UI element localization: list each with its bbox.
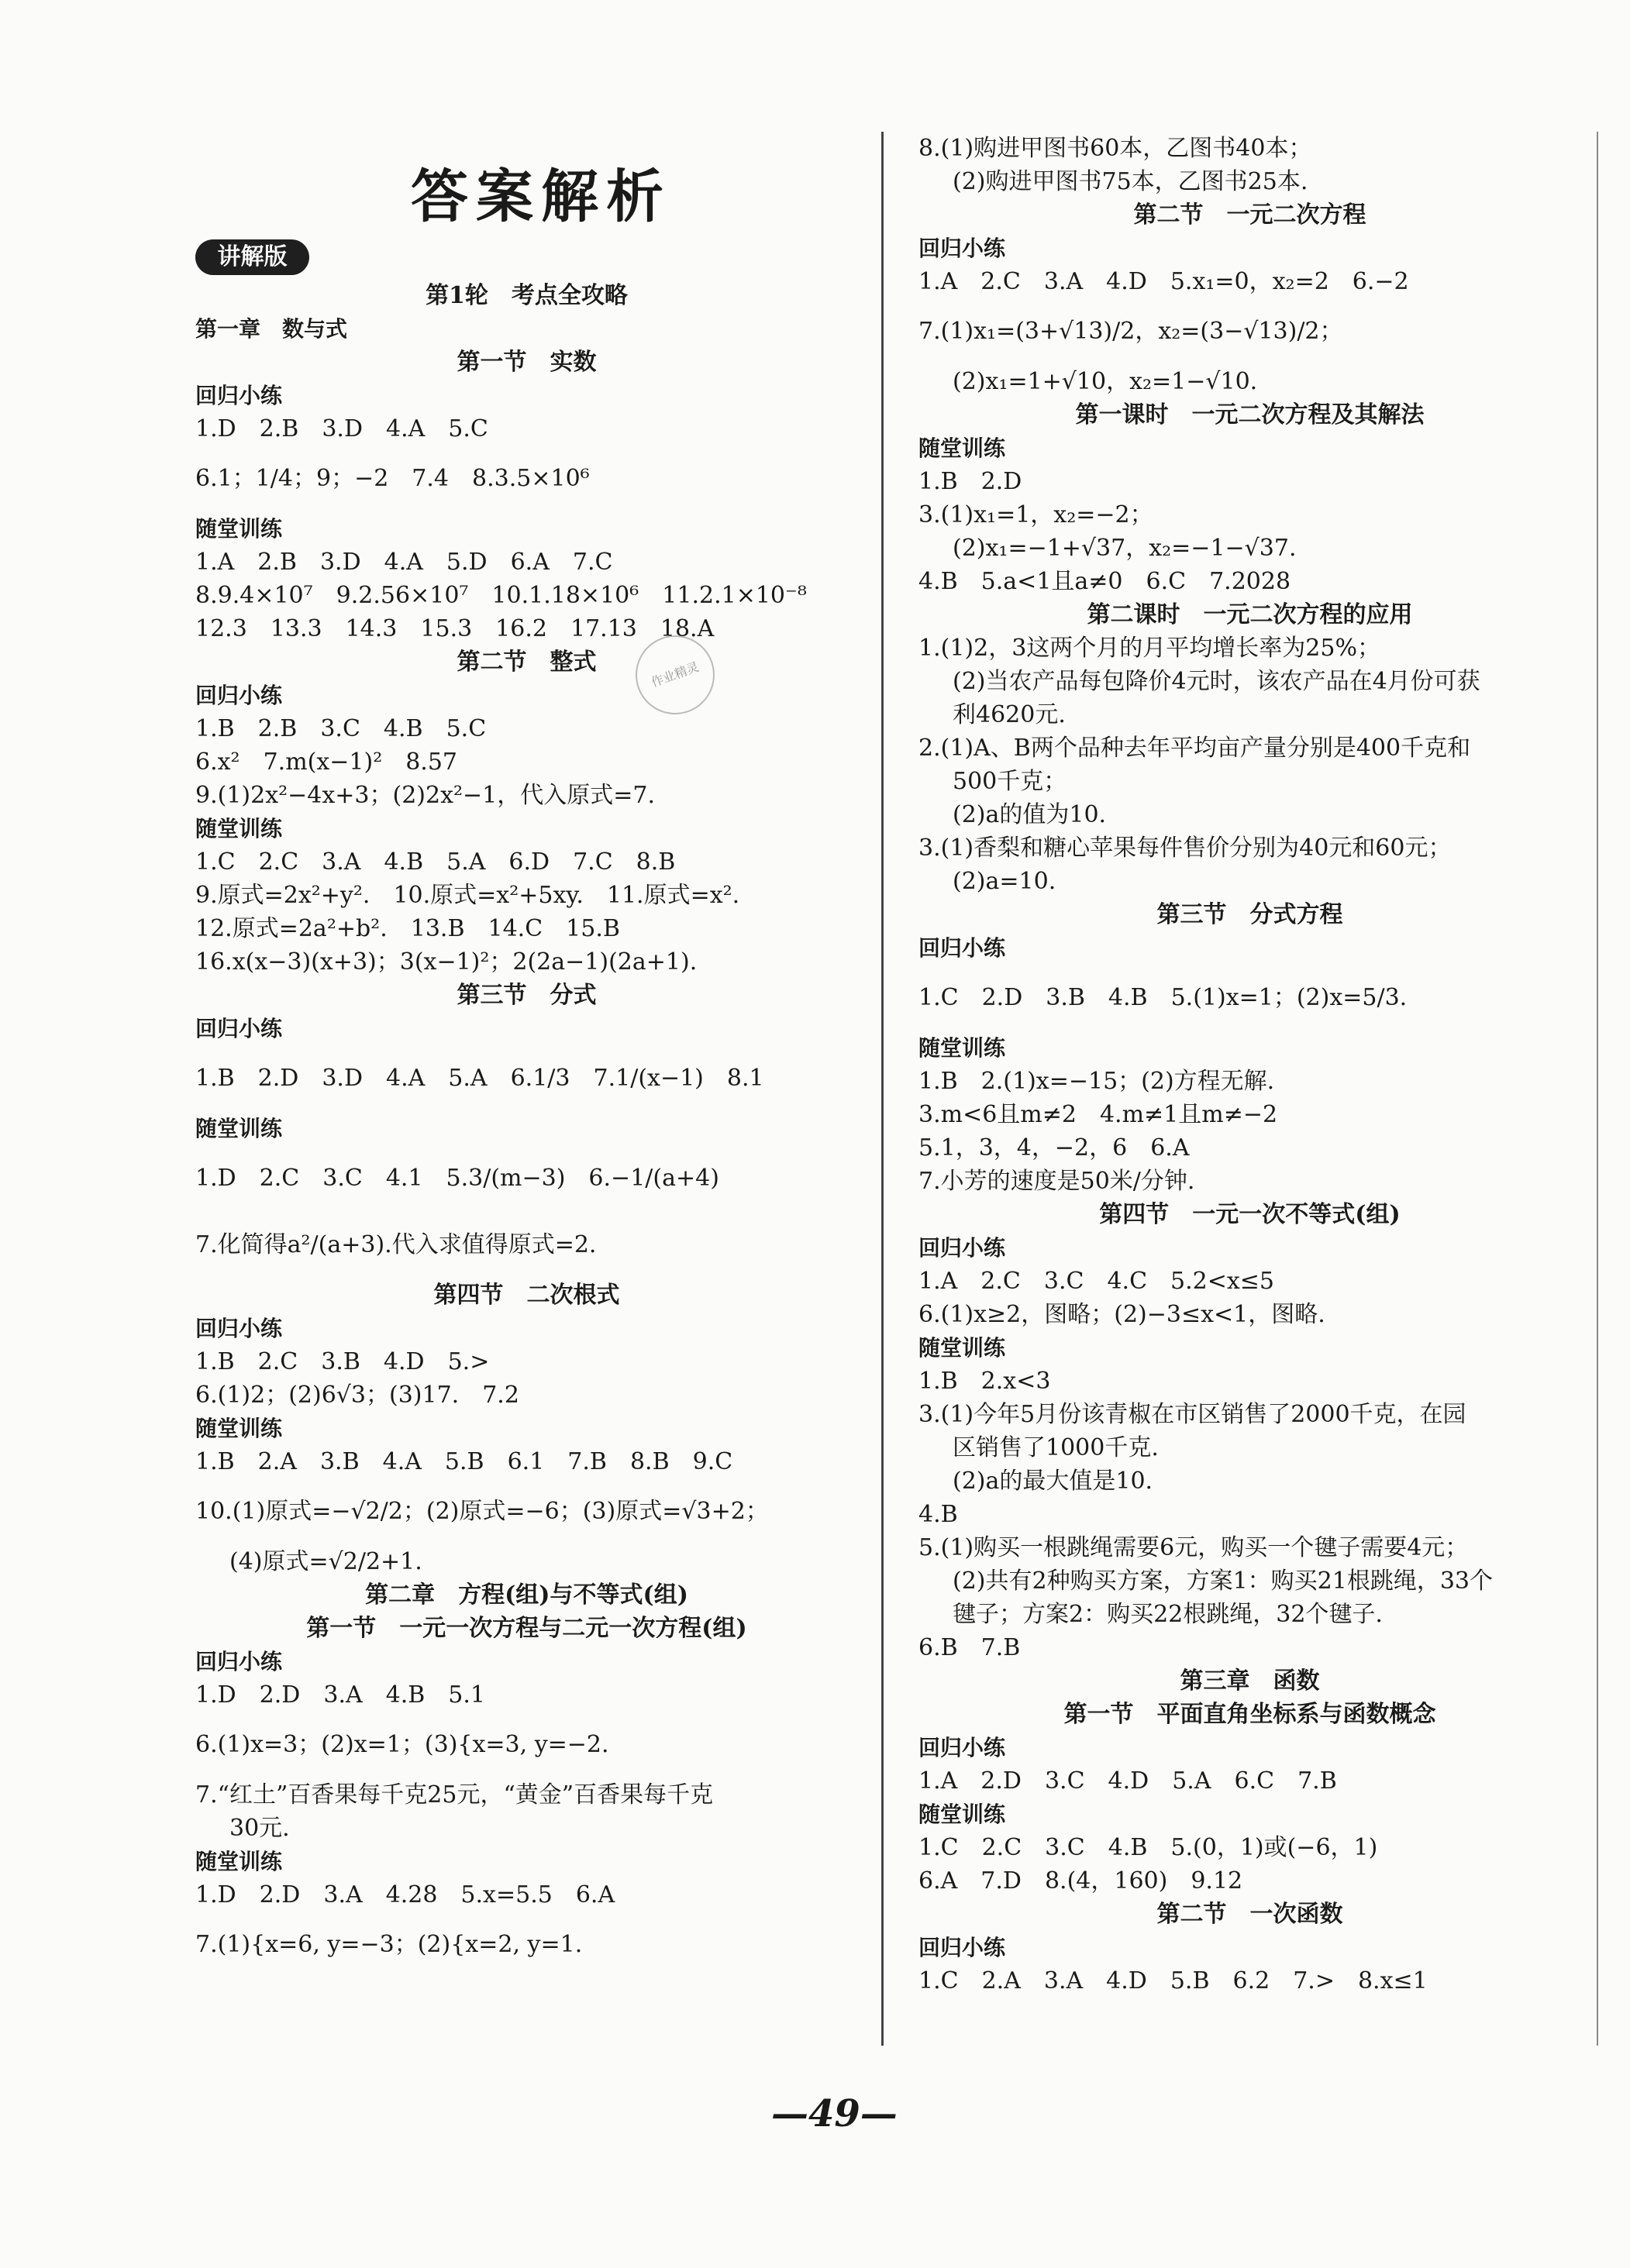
answer-line: 1.B 2.A 3.B 4.A 5.B 6.1 7.B 8.B 9.C bbox=[195, 1448, 733, 1475]
section-heading: 第一课时 一元二次方程及其解法 bbox=[1075, 401, 1425, 428]
page-title: 答案解析 bbox=[411, 163, 671, 230]
section-heading: 第三章 函数 bbox=[1180, 1667, 1320, 1695]
answer-line: 7.(1)x₁=(3+√13)/2，x₂=(3−√13)/2； bbox=[918, 318, 1343, 345]
answer-line: 1.B 2.B 3.C 4.B 5.C bbox=[195, 715, 487, 742]
subsection-label: 随堂训练 bbox=[918, 1335, 1006, 1361]
subsection-label: 随堂训练 bbox=[918, 435, 1006, 461]
section-heading: 第四节 一元一次不等式(组) bbox=[1099, 1201, 1401, 1228]
answer-line: 7.(1){x=6, y=−3；(2){x=2, y=1. bbox=[195, 1931, 583, 1958]
subsection-label: 回归小练 bbox=[918, 236, 1006, 261]
answer-line: 区销售了1000千克. bbox=[953, 1434, 1159, 1461]
answer-line: (2)购进甲图书75本，乙图书25本. bbox=[953, 168, 1308, 195]
section-heading: 第一节 平面直角坐标系与函数概念 bbox=[1063, 1701, 1436, 1728]
answer-line: 16.x(x−3)(x+3)；3(x−1)²；2(2a−1)(2a+1). bbox=[195, 948, 698, 976]
edition-badge: 讲解版 bbox=[195, 239, 309, 275]
answer-line: (2)a的值为10. bbox=[953, 801, 1107, 828]
subsection-label: 随堂训练 bbox=[195, 816, 283, 841]
answer-line: 毽子；方案2：购买22根跳绳，32个毽子. bbox=[953, 1601, 1383, 1628]
page-number: —49— bbox=[771, 2092, 898, 2135]
answer-line: 1.D 2.D 3.A 4.B 5.1 bbox=[195, 1681, 486, 1709]
answer-line: 5.1，3，4，−2，6 6.A bbox=[918, 1134, 1190, 1162]
answer-line: 4.B 5.a<1且a≠0 6.C 7.2028 bbox=[918, 568, 1291, 595]
answer-line: (2)当农产品每包降价4元时，该农产品在4月份可获 bbox=[953, 668, 1480, 695]
answer-line: 1.C 2.C 3.A 4.B 5.A 6.D 7.C 8.B bbox=[195, 848, 676, 876]
section-heading: 第一节 实数 bbox=[457, 349, 597, 376]
answer-line: 9.(1)2x²−4x+3；(2)2x²−1，代入原式=7. bbox=[195, 782, 656, 809]
section-heading: 第一节 一元一次方程与二元一次方程(组) bbox=[306, 1615, 747, 1642]
subsection-label: 回归小练 bbox=[918, 1935, 1006, 1960]
subsection-label: 回归小练 bbox=[918, 935, 1006, 961]
section-heading: 第三节 分式 bbox=[457, 982, 597, 1009]
answer-line: 1.A 2.C 3.C 4.C 5.2<x≤5 bbox=[918, 1268, 1275, 1295]
answer-line: 1.C 2.A 3.A 4.D 5.B 6.2 7.> 8.x≤1 bbox=[918, 1967, 1428, 1994]
answer-line: 8.(1)购进甲图书60本，乙图书40本； bbox=[918, 135, 1312, 162]
answer-line: 8.9.4×10⁷ 9.2.56×10⁷ 10.1.18×10⁶ 11.2.1×10⁻⁸ bbox=[195, 582, 807, 609]
section-heading: 第二章 方程(组)与不等式(组) bbox=[365, 1581, 688, 1609]
answer-line: 6.1；1/4；9；−2 7.4 8.3.5×10⁶ bbox=[195, 465, 590, 492]
answer-line: (2)共有2种购买方案，方案1：购买21根跳绳，33个 bbox=[953, 1568, 1494, 1595]
subsection-label: 回归小练 bbox=[195, 1649, 283, 1674]
subsection-label: 随堂训练 bbox=[195, 516, 283, 542]
answer-line: 500千克； bbox=[953, 768, 1067, 795]
subsection-label: 回归小练 bbox=[918, 1235, 1006, 1261]
subsection-label: 回归小练 bbox=[195, 1316, 283, 1341]
answer-line: 2.(1)A、B两个品种去年平均亩产量分别是400千克和 bbox=[918, 735, 1471, 762]
answer-line: 6.A 7.D 8.(4，160) 9.12 bbox=[918, 1867, 1243, 1895]
section-heading: 第三节 分式方程 bbox=[1156, 901, 1343, 928]
column-divider bbox=[881, 132, 884, 2046]
section-heading: 第二节 整式 bbox=[457, 649, 597, 676]
subsection-label: 回归小练 bbox=[918, 1735, 1006, 1760]
section-heading: 第二节 一元二次方程 bbox=[1133, 201, 1366, 229]
answer-line: 1.C 2.D 3.B 4.B 5.(1)x=1；(2)x=5/3. bbox=[918, 984, 1408, 1011]
subsection-label: 随堂训练 bbox=[918, 1035, 1006, 1061]
answer-line: 3.(1)x₁=1，x₂=−2； bbox=[918, 501, 1153, 528]
answer-line: 10.(1)原式=−√2/2；(2)原式=−6；(3)原式=√3+2； bbox=[195, 1498, 769, 1525]
right-column bbox=[918, 132, 1581, 1998]
answer-line: (2)a的最大值是10. bbox=[953, 1468, 1153, 1495]
answer-line: (4)原式=√2/2+1. bbox=[229, 1548, 422, 1575]
answer-line: 1.D 2.C 3.C 4.1 5.3/(m−3) 6.−1/(a+4) bbox=[195, 1165, 719, 1192]
answer-line: 1.D 2.D 3.A 4.28 5.x=5.5 6.A bbox=[195, 1881, 615, 1908]
section-heading: 第1轮 考点全攻略 bbox=[426, 282, 628, 309]
stamp-watermark: 作业精灵 bbox=[625, 625, 726, 726]
answer-line: 1.B 2.(1)x=−15；(2)方程无解. bbox=[918, 1068, 1275, 1095]
answer-line: 利4620元. bbox=[953, 701, 1066, 728]
section-heading: 第二节 一次函数 bbox=[1156, 1901, 1343, 1928]
answer-line: 6.(1)2；(2)6√3；(3)17. 7.2 bbox=[195, 1382, 519, 1409]
answer-line: 1.A 2.B 3.D 4.A 5.D 6.A 7.C bbox=[195, 549, 613, 576]
answer-line: 1.D 2.B 3.D 4.A 5.C bbox=[195, 415, 488, 442]
left-column bbox=[195, 279, 858, 1978]
subsection-label: 随堂训练 bbox=[195, 1416, 283, 1441]
answer-line: 6.(1)x=3；(2)x=1；(3){x=3, y=−2. bbox=[195, 1731, 609, 1758]
answer-line: 3.(1)今年5月份该青椒在市区销售了2000千克，在园 bbox=[918, 1401, 1466, 1428]
answer-line: 7.化简得a²/(a+3).代入求值得原式=2. bbox=[195, 1231, 597, 1258]
answer-line: 12.原式=2a²+b². 13.B 14.C 15.B bbox=[195, 915, 620, 942]
answer-line: 12.3 13.3 14.3 15.3 16.2 17.13 18.A bbox=[195, 615, 715, 642]
answer-line: 3.m<6且m≠2 4.m≠1且m≠−2 bbox=[918, 1101, 1278, 1128]
answer-line: 1.(1)2，3这两个月的月平均增长率为25%； bbox=[918, 635, 1380, 662]
subsection-label: 随堂训练 bbox=[195, 1849, 283, 1874]
answer-line: 1.B 2.x<3 bbox=[918, 1368, 1051, 1395]
answer-line: 6.x² 7.m(x−1)² 8.57 bbox=[195, 749, 458, 776]
answer-line: 1.B 2.D bbox=[918, 468, 1022, 495]
answer-line: 1.C 2.C 3.C 4.B 5.(0，1)或(−6，1) bbox=[918, 1834, 1378, 1861]
answer-line: 1.B 2.C 3.B 4.D 5.> bbox=[195, 1348, 490, 1375]
subsection-label: 回归小练 bbox=[195, 1016, 283, 1041]
section-heading: 第四节 二次根式 bbox=[433, 1282, 620, 1309]
subsection-label: 随堂训练 bbox=[918, 1802, 1006, 1827]
answer-line: 1.A 2.C 3.A 4.D 5.x₁=0，x₂=2 6.−2 bbox=[918, 268, 1409, 295]
answer-line: 5.(1)购买一根跳绳需要6元，购买一个毽子需要4元； bbox=[918, 1534, 1469, 1561]
answer-line: 7.“红土”百香果每千克25元，“黄金”百香果每千克 bbox=[195, 1781, 714, 1809]
answer-line: (2)x₁=1+√10，x₂=1−√10. bbox=[953, 368, 1258, 395]
answer-line: 3.(1)香梨和糖心苹果每件售价分别为40元和60元； bbox=[918, 835, 1452, 862]
answer-line: 1.B 2.D 3.D 4.A 5.A 6.1/3 7.1/(x−1) 8.1 bbox=[195, 1065, 764, 1092]
answer-line: (2)a=10. bbox=[953, 868, 1056, 895]
answer-line: 30元. bbox=[229, 1815, 290, 1842]
answer-line: (2)x₁=−1+√37，x₂=−1−√37. bbox=[953, 535, 1297, 562]
answer-line: 7.小芳的速度是50米/分钟. bbox=[918, 1168, 1195, 1195]
answer-line: 1.A 2.D 3.C 4.D 5.A 6.C 7.B bbox=[918, 1767, 1337, 1795]
subsection-label: 随堂训练 bbox=[195, 1116, 283, 1141]
answer-line: 6.B 7.B bbox=[918, 1634, 1021, 1661]
section-heading: 第二课时 一元二次方程的应用 bbox=[1087, 601, 1413, 628]
answer-line: 6.(1)x≥2，图略；(2)−3≤x<1，图略. bbox=[918, 1301, 1325, 1328]
subsection-label: 回归小练 bbox=[195, 383, 283, 408]
page-edge-rule bbox=[1597, 132, 1598, 2046]
subsection-label: 第一章 数与式 bbox=[195, 316, 348, 342]
answer-line: 9.原式=2x²+y². 10.原式=x²+5xy. 11.原式=x². bbox=[195, 882, 740, 909]
subsection-label: 回归小练 bbox=[195, 683, 283, 708]
answer-line: 4.B bbox=[918, 1501, 958, 1528]
